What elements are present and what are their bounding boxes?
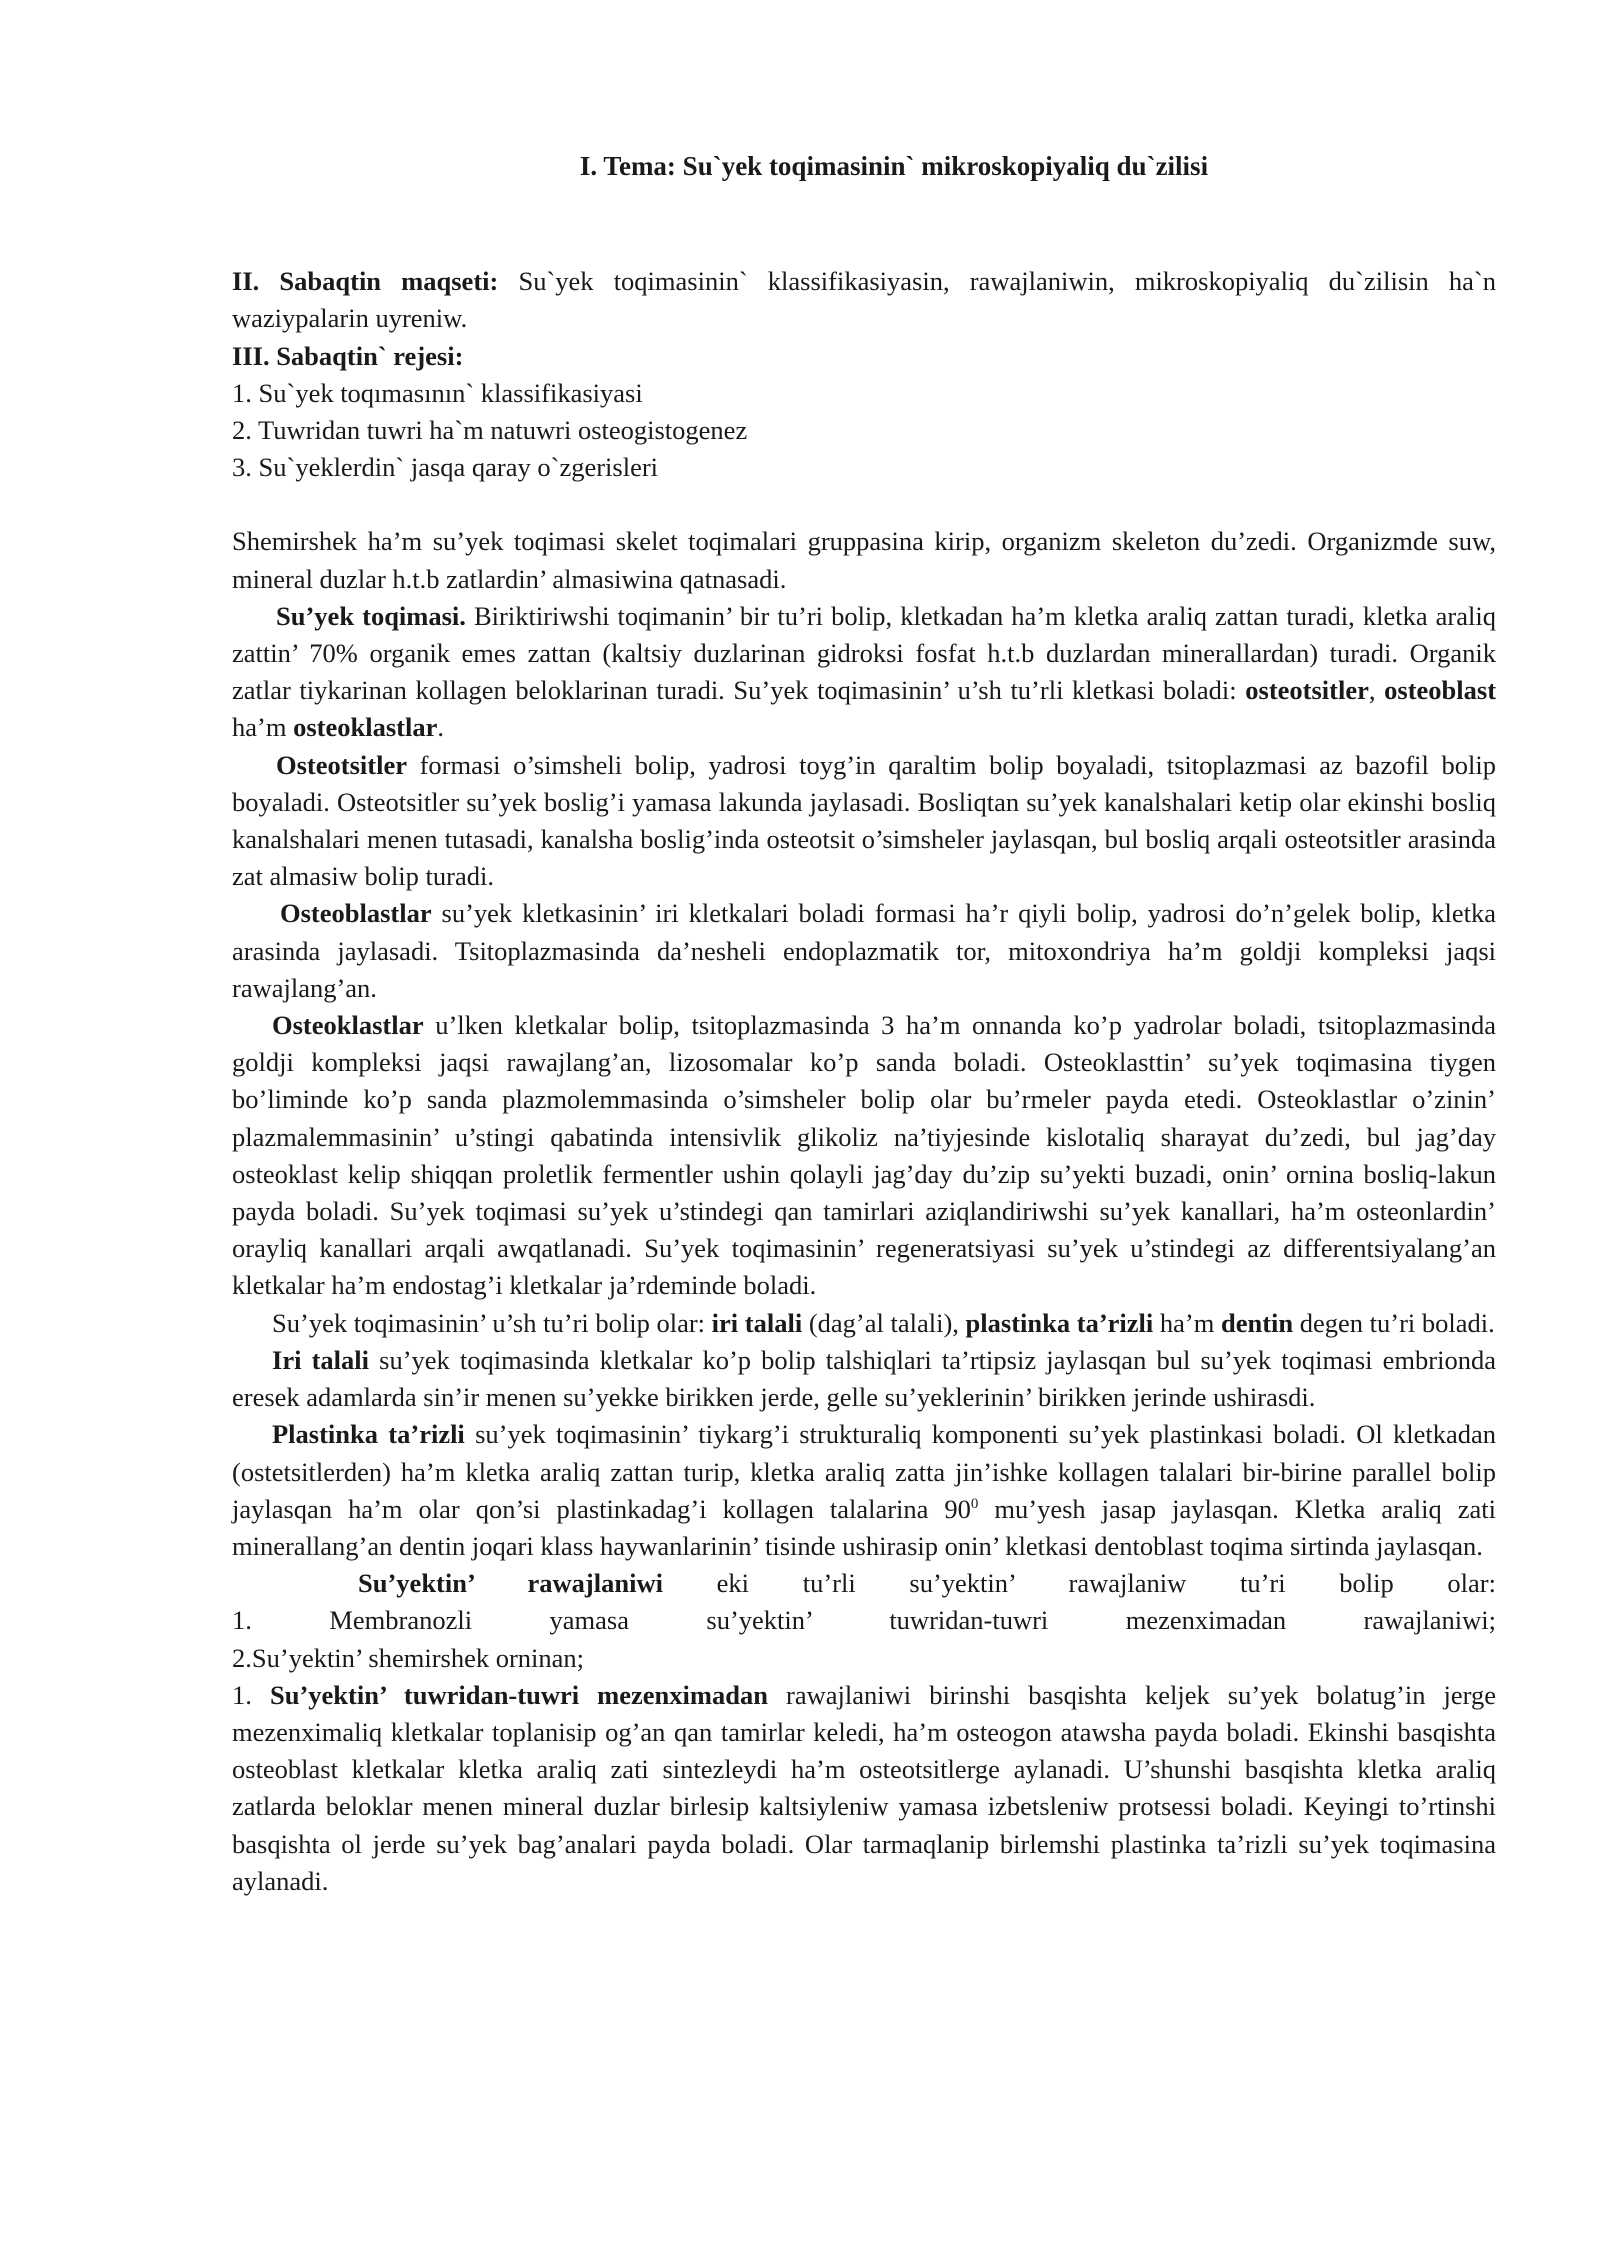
development-paragraph — [232, 1565, 1496, 1602]
types-text: Su’yek toqimasinin’ u’sh tu’ri bolip olar: — [272, 1307, 712, 1338]
development-text: eki tu’rli su’yektin’ rawajlaniw tu’ri bolip olar: — [662, 1568, 1496, 1599]
types-text: ha’m — [1153, 1307, 1221, 1338]
lamellar-paragraph — [232, 1416, 1496, 1565]
direct-text: rawajlaniwi birinshi basqishta keljek su’yek bolatug’in jerge mezenximaliq kletkalar toplanisip og’an qan tamirlar keledi, ha’m osteogon atawsha payda boladi. Ekinshi basqishta osteoblast kletkalar kletka araliq zati sintezleydi ha’m osteotsitlerge aylanadi. U’shunshi basqishta kletka araliq zatlarda beloklar menen mineral duzlar birlesip kaltsiyleniw yamasa izbetsleniw protsessi boladi. Keyingi to’rtinshi basqishta ol jerde su’yek bag’analari payda boladi. Olar tarmaqlanip birlemshi plastinka ta’rizli su’yek toqimasina aylanadi. — [232, 1679, 1497, 1896]
development-item-1: 1. Membranozli yamasa su’yektin’ tuwridan-tuwri mezenximadan rawajlaniwi; — [232, 1605, 1496, 1636]
development-item-2: 2.Su’yektin’ shemirshek orninan; — [232, 1642, 585, 1673]
coarse-fibered-paragraph — [232, 1342, 1496, 1416]
cell-type-2: osteoblast — [1384, 675, 1497, 706]
osteocytes-term: Osteotsitler — [276, 749, 407, 780]
bone-text: Biriktiriwshi toqimanin’ bir tu’ri bolip, kletkadan ha’m kletka araliq zattan turadi, kletka araliq zattin’ 70% organik emes zattan (kaltsiy duzlarinan gidroksi fosfat h.t.b duzlardan minerallardan) turadi. Organik zatlar tiykarinan kollagen beloklarinan turadi. Su’yek toqimasinin’ u’sh tu’rli kletkasi boladi: — [232, 600, 1496, 706]
plan-heading-text: III. Sabaqtin` rejesi: — [232, 340, 464, 371]
period: . — [437, 712, 444, 743]
osteocytes-paragraph — [232, 747, 1496, 896]
osteoblasts-term: Osteoblastlar — [280, 898, 432, 929]
osteoclasts-text: u’lken kletkalar bolip, tsitoplazmasinda 3 ha’m onnanda ko’p yadrolar boladi, tsitoplazmasinda goldji kompleksi jaqsi rawajlang’an, lizosomalar ko’p sanda boladi. Osteoklasttin’ su’yek toqimasina tiygen bo’liminde ko’p sanda plazmolemmasinda o’simsheler bolip olar bu’rmeler payda etedi. Osteoklastlar o’zinin’ plazmalemmasinin’ u’stingi qabatinda intensivlik glikoliz na’tiyjesinde kislotaliq sharayat du’zedi, bul jag’day osteoklast kelip shiqqan proletlik fermentler ushin qolayli jag’day du’zip su’yekti buzadi, onin’ ornina bosliq-lakun payda boladi. Su’yek toqimasi su’yek u’stindegi qan tamirlari aziqlandiriwshi su’yek kanallari, ha’m osteonlardin’ orayliq kanallari arqali awqatlanadi. Su’yek toqimasinin’ regeneratsiyasi su’yek u’stindegi az differentsiyalang’an kletkalar ha’m endostag’i kletkalar ja’rdeminde boladi. — [232, 1010, 1496, 1301]
development-term: Su’yektin’ rawajlaniwi — [358, 1568, 663, 1599]
direct-number: 1. — [232, 1679, 270, 1710]
direct-term: Su’yektin’ tuwridan-tuwri mezenximadan — [269, 1679, 768, 1710]
plan-item: 1. Su`yek toqımasının` klassifikasiyasi — [232, 377, 643, 408]
type-dentin: dentin — [1220, 1307, 1294, 1338]
plan-heading — [232, 338, 1496, 375]
separator: ha’m — [232, 712, 294, 743]
lamellar-term: Plastinka ta’rizli — [272, 1419, 465, 1450]
lamellar-text-2: mu’yesh jasap jaylasqan. Kletka araliq zati minerallang’an dentin joqari klass haywanlarinin’ tisinde ushirasip onin’ kletkasi dentoblast toqima sirtinda jaylasqan. — [232, 1493, 1496, 1561]
lamellar-text: su’yek toqimasinin’ tiykarg’i strukturaliq komponenti su’yek plastinkasi boladi. Ol kletkadan (ostetsitlerden) ha’m kletka araliq zattan turip, kletka araliq zatta jin’ishke kollagen talalari bir-birine parallel bolip jaylasqan ha’m olar qon’si plastinkadag’i kollagen talalarina 90 — [232, 1419, 1497, 1524]
plan-item: 2. Tuwridan tuwri ha`m natuwri osteogistogenez — [232, 415, 748, 446]
goal-heading: . Sabaqtin maqseti: — [252, 266, 499, 297]
types-text: degen tu’ri boladi. — [1293, 1307, 1495, 1338]
direct-ossification-paragraph — [232, 1677, 1496, 1900]
osteoclasts-term: Osteoklastlar — [272, 1010, 424, 1041]
types-text: (dag’al talali), — [802, 1307, 966, 1338]
bone-tissue-paragraph — [232, 598, 1496, 747]
osteocytes-text: formasi o’simsheli bolip, yadrosi toyg’in qaraltim bolip boyaladi, tsitoplazmasi az bazofil bolip boyaladi. Osteotsitler su’yek boslig’i yamasa lakunda jaylasadi. Bosliqtan su’yek kanalshalari ketip olar ekinshi bosliq kanalshalari menen tutasadi, kanalsha boslig’inda osteotsit o’simsheler jaylasqan, bul bosliq arqali osteotsitler arasinda zat almasiw bolip turadi. — [232, 749, 1496, 892]
goal-number: II — [232, 266, 253, 297]
plan-item: 3. Su`yeklerdin` jasqa qaray o`zgerisleri — [232, 452, 659, 483]
document-page — [232, 148, 1496, 1900]
spacer — [232, 486, 1496, 523]
bone-types-paragraph — [232, 1305, 1496, 1342]
lesson-goal — [232, 263, 1496, 337]
osteoblasts-text: su’yek kletkasinin’ iri kletkalari boladi formasi ha’r qiyli bolip, yadrosi do’n’gelek bolip, kletka arasinda jaylasadi. Tsitoplazmasinda da’nesheli endoplazmatik tor, mitoxondriya ha’m goldji kompleksi jaqsi rawajlang’an. — [232, 898, 1496, 1003]
coarse-term: Iri talali — [272, 1344, 369, 1375]
goal-text: Su`yek toqimasinin` klassifikasiyasin, rawajlaniwin, mikroskopiyaliq du`zilisin ha`n waziypalarin uyreniw. — [232, 266, 1496, 334]
degree-sup: 0 — [970, 1495, 979, 1512]
type-lamellar: plastinka ta’rizli — [965, 1307, 1154, 1338]
cell-type-3: osteoklastlar — [293, 712, 438, 743]
type-coarse: iri talali — [711, 1307, 803, 1338]
cell-type-1: osteotsitler — [1245, 675, 1369, 706]
goal-label — [232, 266, 498, 296]
page-title: I. Tema: Su`yek toqimasinin` mikroskopiyaliq du`zilisi — [579, 151, 1209, 181]
intro-paragraph: Shemirshek ha’m su’yek toqimasi skelet toqimalari gruppasina kirip, organizm skeleton du’zedi. Organizmde suw, mineral duzlar h.t.b zatlardin’ almasiwina qatnasadi. — [232, 526, 1496, 594]
separator: , — [1368, 675, 1385, 706]
osteoclasts-paragraph — [232, 1007, 1496, 1305]
bone-term: Su’yek toqimasi. — [276, 600, 466, 631]
osteoblasts-paragraph — [232, 895, 1496, 1007]
coarse-text: su’yek toqimasinda kletkalar ko’p bolip talshiqlari ta’rtipsiz jaylasqan bul su’yek toqimasi embrionda eresek adamlarda sin’ir menen su’yekke birikken jerde, gelle su’yeklerinin’ birikken jerinde ushirasdi. — [232, 1344, 1496, 1413]
